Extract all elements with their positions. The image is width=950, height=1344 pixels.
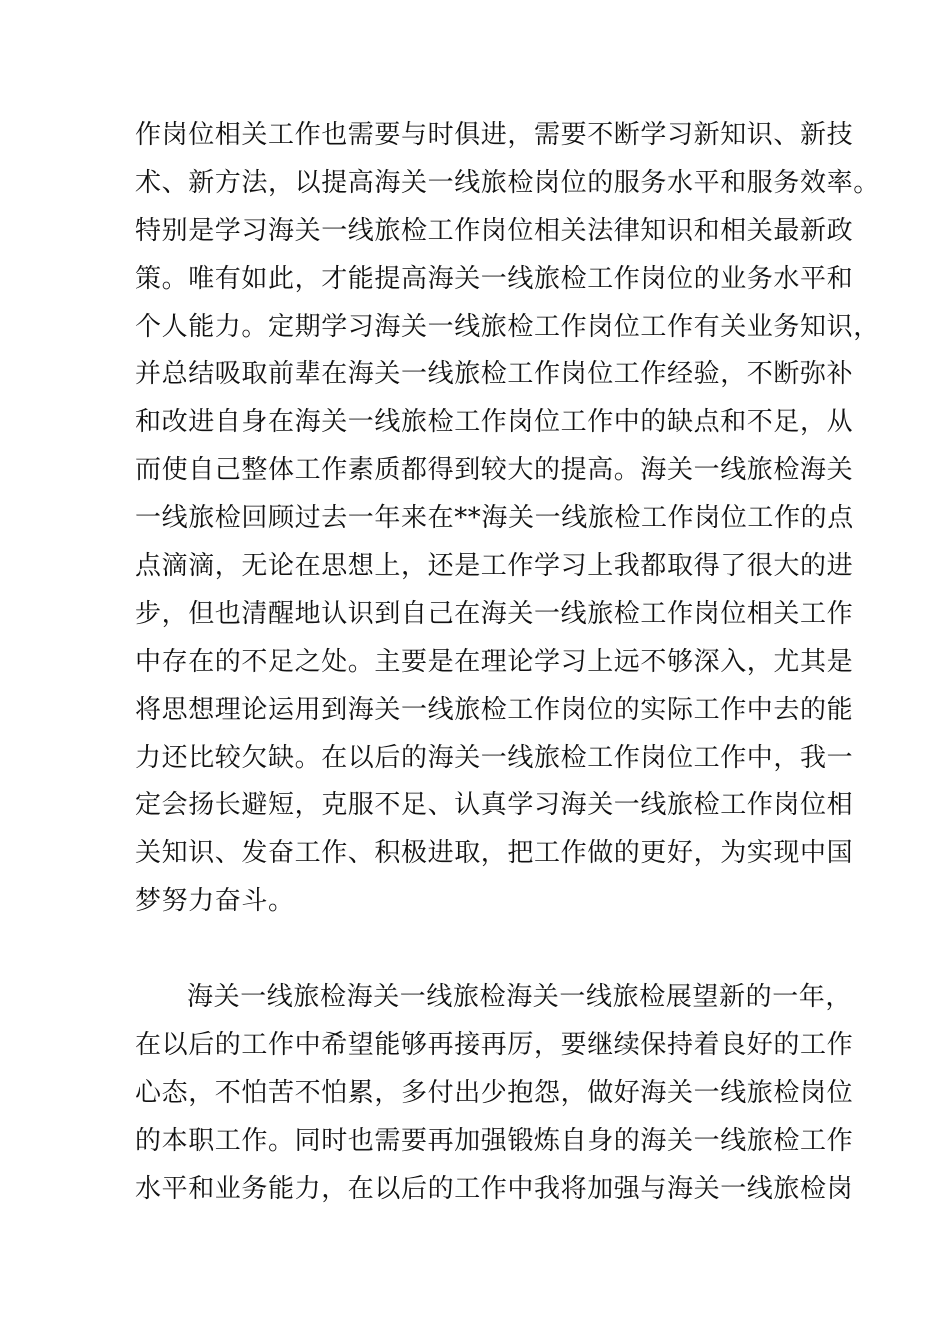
text-line: 关知识、发奋工作、积极进取，把工作做的更好，为实现中国 <box>135 838 854 869</box>
text-line: 水平和业务能力，在以后的工作中我将加强与海关一线旅检岗 <box>135 1173 854 1204</box>
text-line: 术、新方法，以提高海关一线旅检岗位的服务水平和服务效率。 <box>135 167 880 198</box>
text-line: 并总结吸取前辈在海关一线旅检工作岗位工作经验，不断弥补 <box>135 359 854 390</box>
text-line: 在以后的工作中希望能够再接再厉，要继续保持着良好的工作 <box>135 1029 854 1060</box>
text-line: 心态，不怕苦不怕累，多付出少抱怨，做好海关一线旅检岗位 <box>135 1077 854 1108</box>
text-line: 一线旅检回顾过去一年来在**海关一线旅检工作岗位工作的点 <box>135 503 854 534</box>
text-line: 和改进自身在海关一线旅检工作岗位工作中的缺点和不足，从 <box>135 407 854 438</box>
text-line: 而使自己整体工作素质都得到较大的提高。海关一线旅检海关 <box>135 455 854 486</box>
paragraph-1 <box>135 112 880 926</box>
text-line: 海关一线旅检海关一线旅检海关一线旅检展望新的一年， <box>187 982 853 1012</box>
text-line: 点滴滴，无论在思想上，还是工作学习上我都取得了很大的进 <box>135 551 854 582</box>
text-line: 定会扬长避短，克服不足、认真学习海关一线旅检工作岗位相 <box>135 790 854 821</box>
text-line: 个人能力。定期学习海关一线旅检工作岗位工作有关业务知识， <box>135 311 880 342</box>
paragraph-2 <box>135 974 854 1213</box>
text-line: 将思想理论运用到海关一线旅检工作岗位的实际工作中去的能 <box>135 694 854 725</box>
text-line: 作岗位相关工作也需要与时俱进，需要不断学习新知识、新技 <box>135 120 854 150</box>
text-line: 中存在的不足之处。主要是在理论学习上远不够深入，尤其是 <box>135 646 854 677</box>
text-line: 力还比较欠缺。在以后的海关一线旅检工作岗位工作中，我一 <box>135 742 854 773</box>
text-line: 梦努力奋斗。 <box>135 886 295 917</box>
text-line: 特别是学习海关一线旅检工作岗位相关法律知识和相关最新政 <box>135 215 854 246</box>
text-line: 步，但也清醒地认识到自己在海关一线旅检工作岗位相关工作 <box>135 598 854 629</box>
text-line: 策。唯有如此，才能提高海关一线旅检工作岗位的业务水平和 <box>135 263 854 294</box>
text-line: 的本职工作。同时也需要再加强锻炼自身的海关一线旅检工作 <box>135 1125 854 1156</box>
